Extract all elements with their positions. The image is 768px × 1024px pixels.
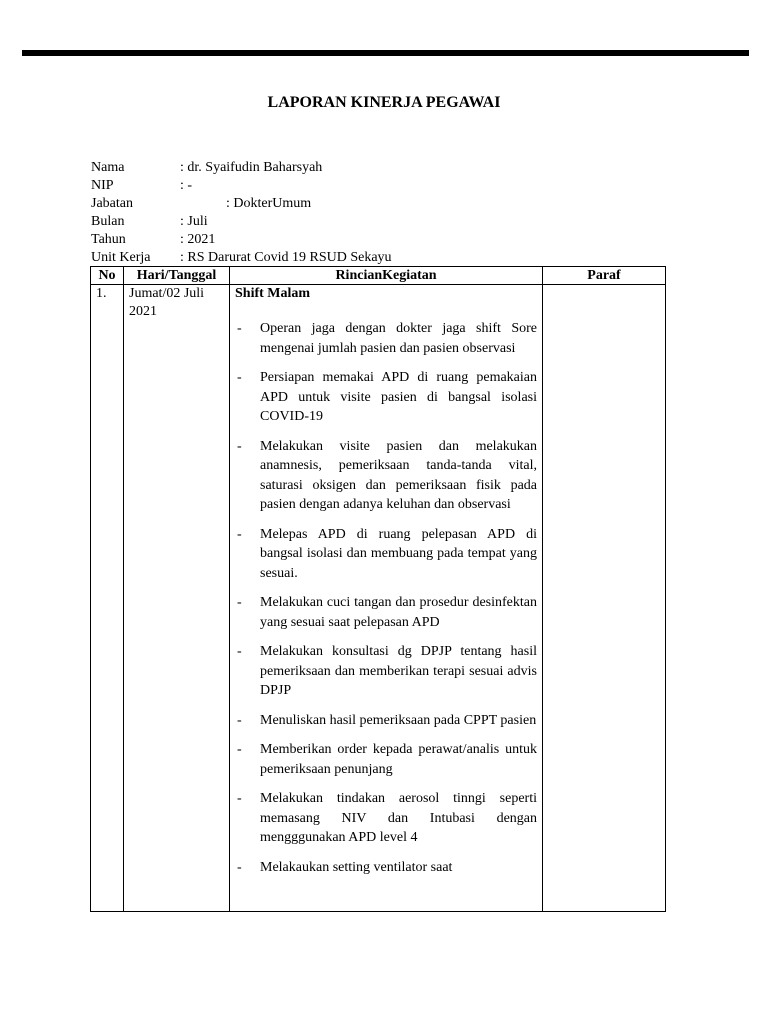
table-header-row [91,267,666,285]
table-row [91,285,666,912]
info-value: : RS Darurat Covid 19 RSUD Sekayu [180,250,392,265]
row-date: Jumat/02 Juli 2021 [124,285,230,912]
dash-marker: - [237,712,242,728]
info-value: : Juli [180,214,208,229]
list-item [235,593,537,632]
activity-table [90,266,666,912]
row-rincian [230,285,543,912]
info-label: Bulan [91,214,125,229]
list-item [235,740,537,779]
dash-marker: - [237,742,242,757]
info-label: Unit Kerja [91,250,151,265]
dash-marker: - [237,321,242,336]
list-item [235,319,537,358]
info-value: : - [180,178,193,193]
activity-text: Melakukan konsultasi dg DPJP tentang hasil pemeriksaan dan memberikan terapi sesuai advis DPJP [260,644,537,698]
list-item [235,368,537,427]
list-item [235,642,537,701]
list-item [235,525,537,584]
info-label: Nama [91,160,125,175]
header-paraf: Paraf [543,267,666,285]
activity-text: Melakaukan setting ventilator saat [260,859,453,875]
info-value: : 2021 [180,232,216,247]
dash-marker: - [237,791,242,806]
info-label: Jabatan [91,196,133,211]
dash-marker: - [237,859,242,875]
list-item [235,711,537,731]
list-item [235,858,537,878]
dash-marker: - [237,438,242,454]
activity-text: Melakukan tindakan aerosol tinngi seperti memasang NIV dan Intubasi dengan mengggunakan APD level 4 [260,791,537,845]
activity-text: Memberikan order kepada perawat/analis untuk pemeriksaan penunjang [260,742,537,777]
list-item [235,437,537,515]
header-no: No [91,267,124,285]
activity-text: Melakukan cuci tangan dan prosedur desinfektan yang sesuai saat pelepasan APD [260,595,537,630]
activity-text: Operan jaga dengan dokter jaga shift Sore mengenai jumlah pasien dan pasien observasi [260,321,537,356]
dash-marker: - [237,595,242,610]
activity-text: Persiapan memakai APD di ruang pemakaian APD untuk visite pasien di bangsal isolasi COVID-19 [260,370,537,424]
activity-text: Melakukan visite pasien dan melakukan anamnesis, pemeriksaan tanda-tanda vital, saturasi oksigen dan pemeriksaan fisik pada pasien dengan adanya keluhan dan observasi [260,438,537,512]
header-rule [22,50,749,56]
activity-text: Menuliskan hasil pemeriksaan pada CPPT pasien [260,712,537,728]
list-item [235,789,537,848]
header-hari-tanggal: Hari/Tanggal [124,267,230,285]
info-label: Tahun [91,232,126,247]
row-no: 1. [91,285,124,912]
dash-marker: - [237,644,242,659]
document-title: LAPORAN KINERJA PEGAWAI [267,94,501,111]
dash-marker: - [237,370,242,385]
activity-text: Melepas APD di ruang pelepasan APD di bangsal isolasi dan membuang pada tempat yang sesuai. [260,526,537,581]
info-label: NIP [91,178,114,193]
info-value: : dr. Syaifudin Baharsyah [180,160,323,175]
shift-title: Shift Malam [235,286,311,301]
activity-list [235,319,537,877]
info-value: : DokterUmum [226,196,312,211]
header-rincian-kegiatan: RincianKegiatan [230,267,543,285]
dash-marker: - [237,526,242,542]
row-paraf [543,285,666,912]
